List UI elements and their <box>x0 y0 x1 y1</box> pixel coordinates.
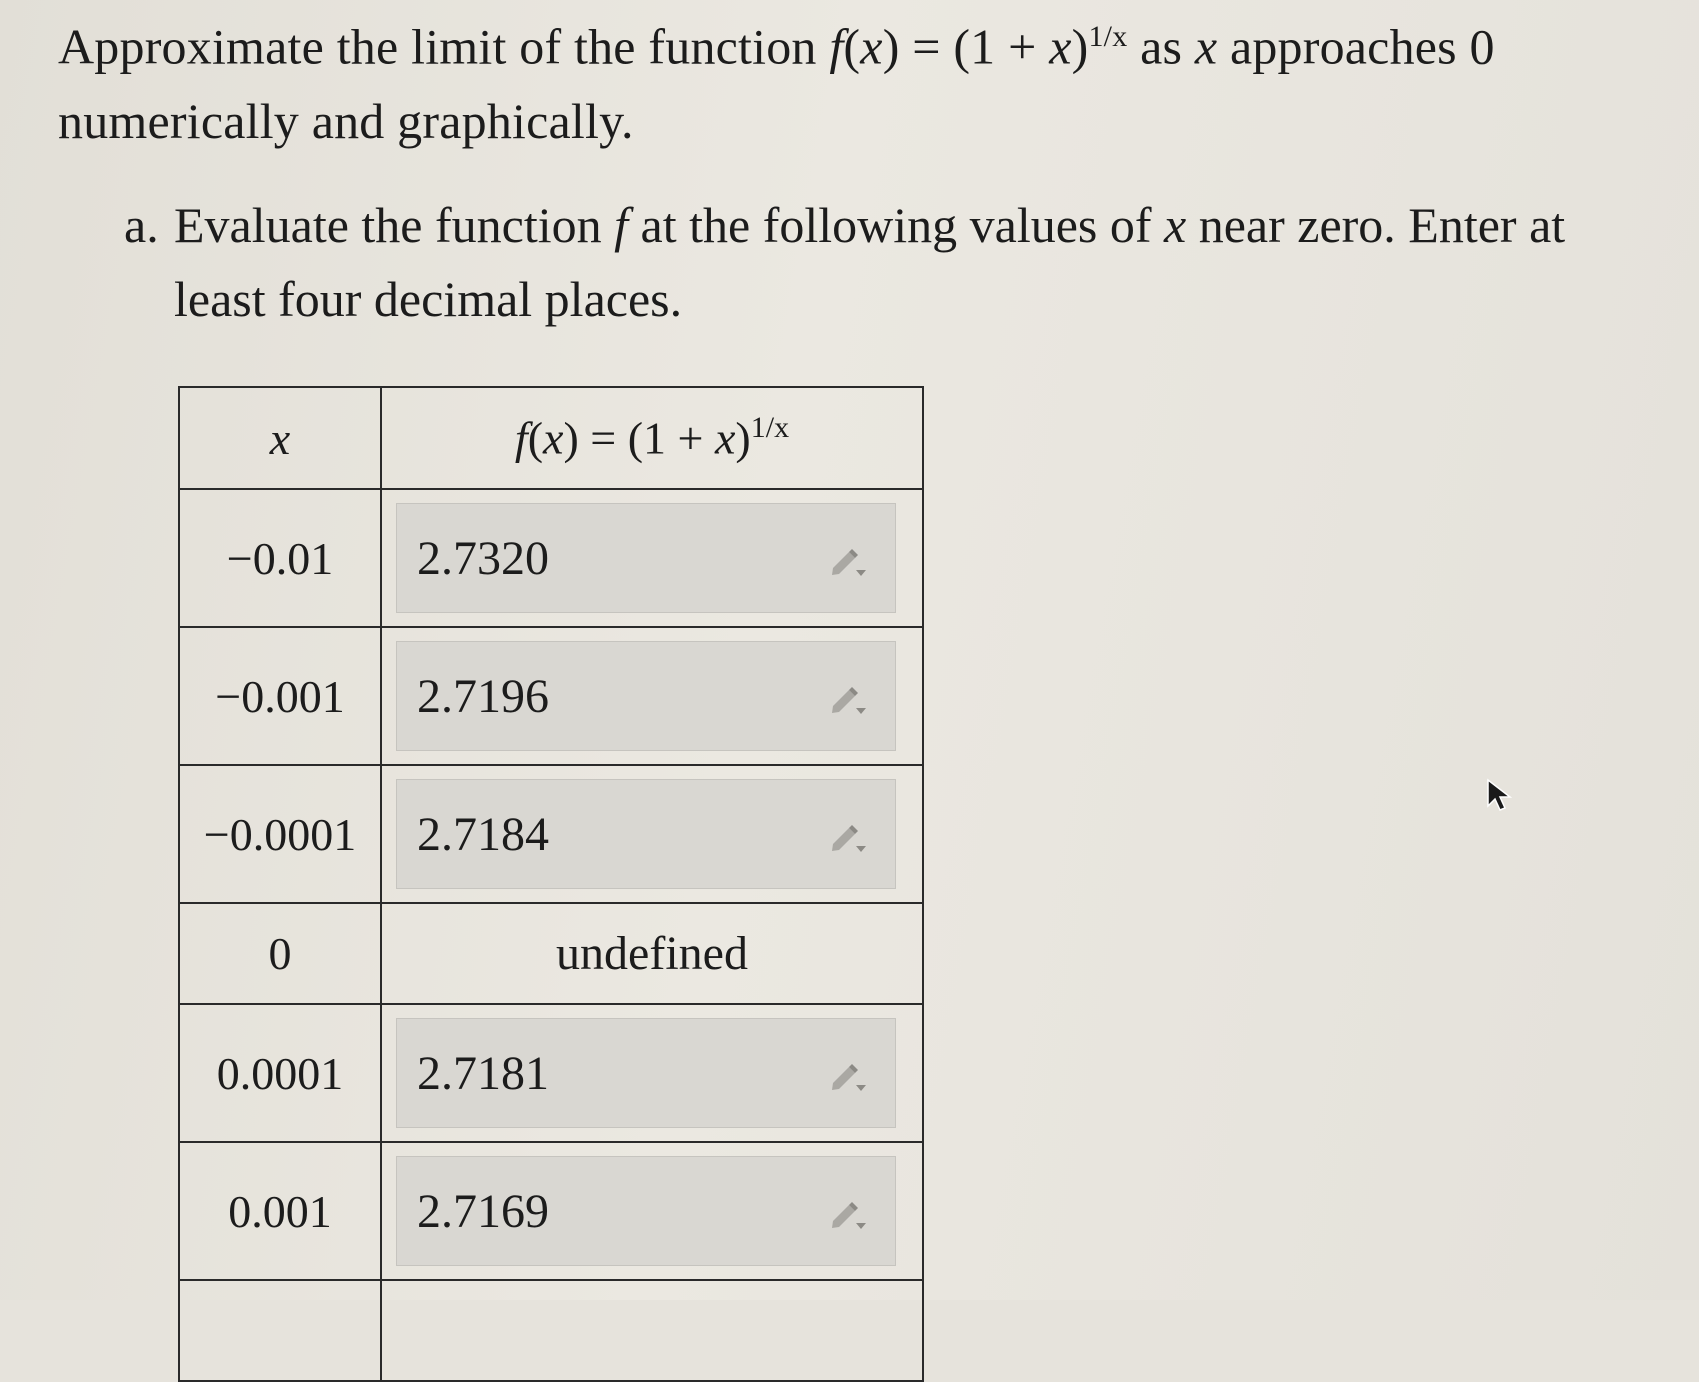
answer-field[interactable] <box>396 641 896 751</box>
x-value: 0.001 <box>179 1142 381 1280</box>
x-value: −0.01 <box>179 489 381 627</box>
x-value: 0.0001 <box>179 1004 381 1142</box>
table-row <box>179 1004 923 1142</box>
pencil-dropdown-icon[interactable] <box>829 682 869 716</box>
undefined-value: undefined <box>381 903 923 1004</box>
table-row <box>179 627 923 765</box>
pencil-dropdown-icon[interactable] <box>829 1197 869 1231</box>
answer-field[interactable] <box>396 1156 896 1266</box>
answer-value: 2.7320 <box>417 531 549 585</box>
part-a-instructions: a. Evaluate the function f at the following values of x near zero. Enter at least four decimal places. <box>124 188 1654 336</box>
table-header-row <box>179 387 923 489</box>
question-text: Approximate the limit of the function $f(x) = (1 + x)^{1/x}$ as x approaches 0 numerically and graphically. <box>58 18 1495 149</box>
table-row <box>179 1142 923 1280</box>
pencil-dropdown-icon[interactable] <box>829 544 869 578</box>
table-row <box>179 903 923 1004</box>
answer-value: 2.7196 <box>417 669 549 723</box>
x-value: 0 <box>179 903 381 1004</box>
answer-value: 2.7169 <box>417 1184 549 1238</box>
values-table <box>178 386 924 1382</box>
answer-field[interactable] <box>396 779 896 889</box>
pencil-dropdown-icon[interactable] <box>829 820 869 854</box>
pencil-dropdown-icon[interactable] <box>829 1059 869 1093</box>
x-value: −0.0001 <box>179 765 381 903</box>
answer-value: 2.7181 <box>417 1046 549 1100</box>
table-row-partial <box>179 1280 923 1381</box>
part-a-letter: a. <box>124 197 159 253</box>
table-row <box>179 489 923 627</box>
answer-field[interactable] <box>396 1018 896 1128</box>
x-value: −0.001 <box>179 627 381 765</box>
mouse-cursor-icon <box>1486 778 1514 812</box>
answer-field[interactable] <box>396 503 896 613</box>
header-x: x <box>179 387 381 489</box>
header-fx: $f(x) = (1 + x)^{1/x}$ <box>381 387 923 489</box>
answer-value: 2.7184 <box>417 807 549 861</box>
question-line-2: numerically and graphically. <box>58 92 634 149</box>
table-row <box>179 765 923 903</box>
